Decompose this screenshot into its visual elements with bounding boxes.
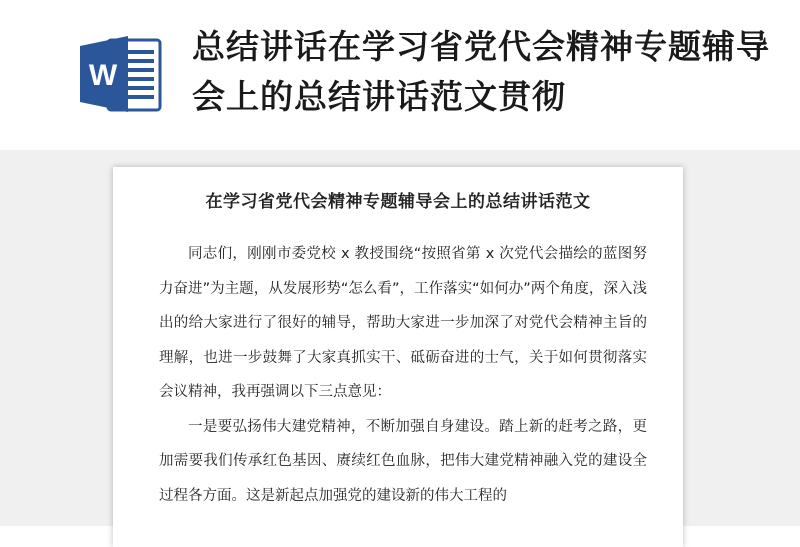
document-title: 在学习省党代会精神专题辅导会上的总结讲话范文 [205,192,591,212]
paragraph: 一是要弘扬伟大建党精神，不断加强自身建设。踏上新的赶考之路，更加需要我们传承红色基因、赓续红色血脉，把伟大建党精神融入党的建设全过程各方面。这是新起点加强党的建设新的伟大工程的 [159,418,647,504]
word-icon-letter: W [88,59,118,92]
paragraph: 同志们，刚刚市委党校 x 教授围绕“按照省第 x 次党代会描绘的蓝图努力奋进”为主题，从发展形势“怎么看”，工作落实“如何办”两个角度，深入浅出的给大家进行了很好的辅导，帮助大家进一步加深了对党代会精神主旨的理解，也进一步鼓舞了大家真抓实干、砥砺奋进的士气，关于如何贯彻落实会议精神，我再强调以下三点意见： [159,246,647,400]
document-body [159,237,647,513]
header-banner [0,0,800,150]
page-title: 总结讲话在学习省党代会精神专题辅导会上的总结讲话范文贯彻 [192,27,770,116]
document-page [113,167,683,547]
word-document-icon [78,34,164,114]
